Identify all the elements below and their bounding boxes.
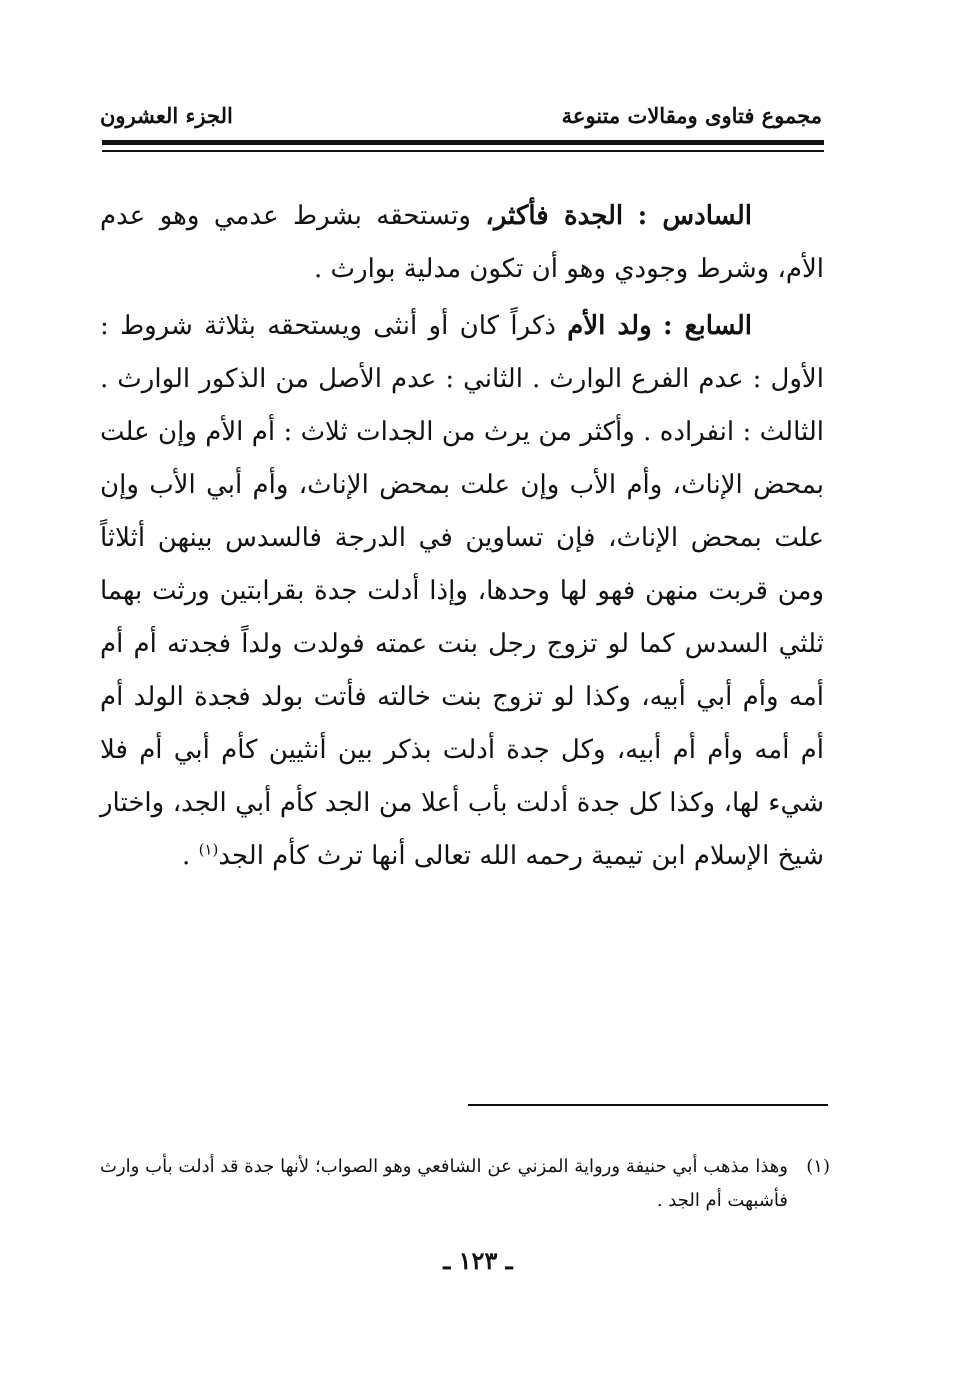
- header-rule-thick: [102, 140, 824, 145]
- footnote-text: وهذا مذهب أبي حنيفة ورواية المزني عن الشافعي وهو الصواب؛ لأنها جدة قد أدلت بأب وارث فأشبهت أم الجد .: [100, 1156, 788, 1211]
- footnote-reference[interactable]: (١): [198, 840, 219, 859]
- book-title: مجموع فتاوى ومقالات متنوعة: [561, 103, 822, 128]
- footnote-number: (١): [806, 1156, 830, 1177]
- paragraph-lead: السادس :: [637, 201, 752, 231]
- footnotes: [100, 1150, 830, 1218]
- footnote-separator: [468, 1104, 828, 1106]
- paragraph-text: ذكراً كان أو أنثى ويستحقه بثلاثة شروط : الأول : عدم الفرع الوارث . الثاني : عدم الأصل من الذكور الوارث . الثالث : انفراده . وأكثر من يرث من الجدات ثلاث : أم الأم وإن علت بمحض الإناث، وأم الأب وإن علت بمحض الإناث، وأم أبي الأب وإن علت بمحض الإناث، فإن تساوين في الدرجة فالسدس بينهن أثلاثاً ومن قربت منهن فهو لها وحدها، وإذا أدلت جدة بقرابتين ورثت بهما ثلثي السدس كما لو تزوج رجل بنت عمته فولدت ولداً فجدته أم أم أمه وأم أبي أبيه، وكذا لو تزوج بنت خالته فأتت بولد فجدة الولد أم أم أمه وأم أم أبيه، وكل جدة أدلت بذكر بين أنثيين كأم أبي أم فلا شيء لها، وكذا كل جدة أدلت بأب أعلا من الجد كأم أبي الجد، واختار شيخ الإسلام ابن تيمية رحمه الله تعالى أنها ترث كأم الجد: [100, 311, 824, 871]
- footnote-item: [100, 1150, 830, 1218]
- running-header: [100, 88, 822, 128]
- volume-label: الجزء العشرون: [100, 103, 233, 128]
- paragraph-sixth: [100, 190, 824, 296]
- header-rule-thin: [102, 150, 824, 152]
- page-number: ـ ١٢٣ ـ: [443, 1246, 513, 1275]
- paragraph-seventh: [100, 300, 824, 883]
- main-text: [100, 190, 824, 883]
- paragraph-end: .: [182, 841, 199, 871]
- heir-term: ولد الأم: [567, 311, 652, 341]
- paragraph-text: وتستحقه بشرط عدمي وهو عدم الأم، وشرط وجودي وهو أن تكون مدلية بوارث .: [100, 201, 824, 284]
- paragraph-lead: السابع :: [662, 311, 752, 341]
- heir-term: الجدة فأكثر،: [485, 201, 624, 231]
